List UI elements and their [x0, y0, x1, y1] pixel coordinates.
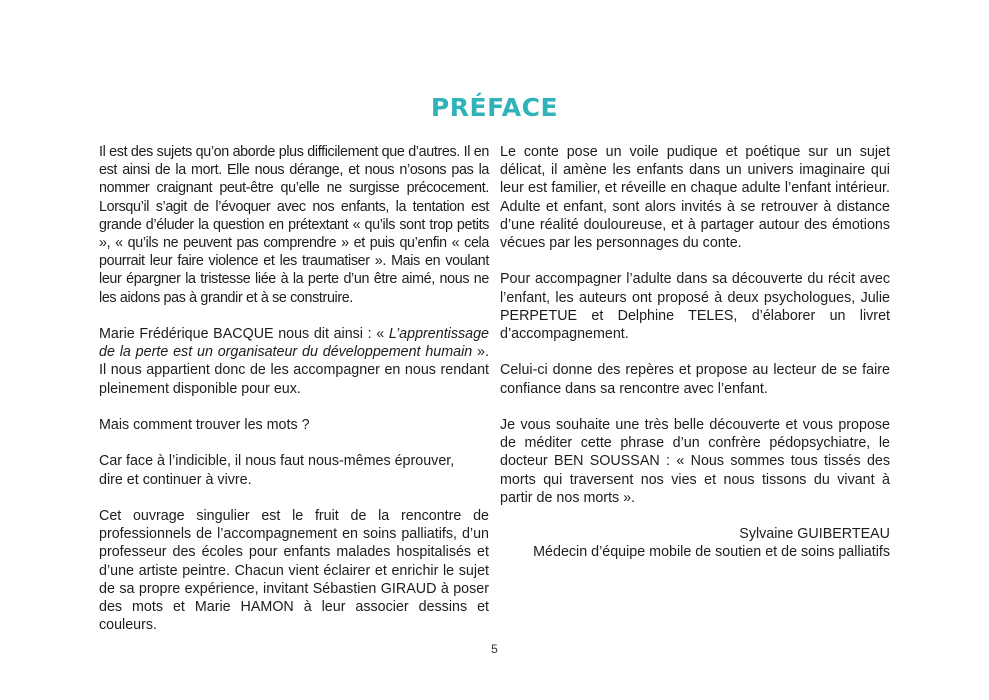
- signature-role: Médecin d’équipe mobile de soutien et de soins palliatifs: [533, 544, 890, 561]
- page-title: PRÉFACE: [430, 93, 559, 122]
- page-number: 5: [491, 642, 498, 656]
- quote-continuation: ». Il nous appartient donc de les accompagner en nous rendant pleinement disponible pour eux.: [99, 344, 489, 397]
- left-paragraph-bacque-quote: [99, 325, 489, 398]
- indicible-line-2: dire et continuer à vivre.: [99, 471, 252, 488]
- left-paragraph-ouvrage: Cet ouvrage singulier est le fruit de la rencontre de professionnels de l’accompagnement en soins palliatifs, d’un professeur des écoles pour enfants malades hospitalisés et d’une artiste peintre. Chacun vient éclairer et enrichir le sujet de sa propre expérience, invitant Sébastien GIRAUD à poser des mots et Marie HAMON à leur associer dessins et couleurs.: [99, 508, 489, 634]
- left-paragraph-question: Mais comment trouver les mots ?: [99, 417, 310, 434]
- signature-name: Sylvaine GUIBERTEAU: [739, 526, 890, 543]
- left-paragraph-intro: Il est des sujets qu’on aborde plus difficilement que d’autres. Il en est ainsi de la mort. Elle nous dérange, et nous n’osons pas la nommer craignant peut-être qu’elle ne surgisse précocement. Lorsqu’il s’agit de l’évoquer avec nos enfants, la tentation est grande d’éluder la question en prétextant « qu’ils sont trop petits », « qu’ils ne peuvent pas comprendre » et puis qu’enfin « cela pourrait leur faire violence et les traumatiser ». Mais en voulant leur épargner la tristesse liée à la perte d’un être aimé, nous ne les aidons pas à grandir et à se construire.: [99, 144, 489, 306]
- left-paragraph-indicible: [99, 452, 489, 488]
- right-paragraph-citation: Je vous souhaite une très belle découverte et vous propose de méditer cette phrase d’un confrère pédopsychiatre, le docteur BEN SOUSSAN : « Nous sommes tous tissés des morts qui traversent nos vies et nous tissons du vivant à partir de nos morts ».: [500, 417, 890, 506]
- signature-block: [500, 525, 890, 561]
- quote-lead-in: Marie Frédérique BACQUE nous dit ainsi : «: [99, 326, 389, 343]
- right-paragraph-conte: Le conte pose un voile pudique et poétique sur un sujet délicat, il amène les enfants dans un univers imaginaire qui leur est familier, et réveille en chaque adulte l’enfant intérieur. Adulte et enfant, sont alors invités à se retrouver à distance d’une réalité douloureuse, et à partager autour des émotions vécues par les personnages du conte.: [500, 144, 890, 252]
- left-column: [99, 143, 489, 653]
- right-paragraph-accompagner: Pour accompagner l’adulte dans sa découverte du récit avec l’enfant, les auteurs ont proposé à deux psychologues, Julie PERPETUE et Delphine TELES, d’élaborer un livret d’accompagnement.: [500, 271, 890, 343]
- quote-text: L’apprentissage de la perte est un organisateur du développement humain: [99, 326, 489, 361]
- indicible-line-1: Car face à l’indicible, il nous faut nous-mêmes éprouver,: [99, 453, 455, 470]
- right-column: [500, 143, 890, 562]
- right-paragraph-reperes: Celui-ci donne des repères et propose au lecteur de se faire confiance dans sa rencontre avec l’enfant.: [500, 362, 890, 397]
